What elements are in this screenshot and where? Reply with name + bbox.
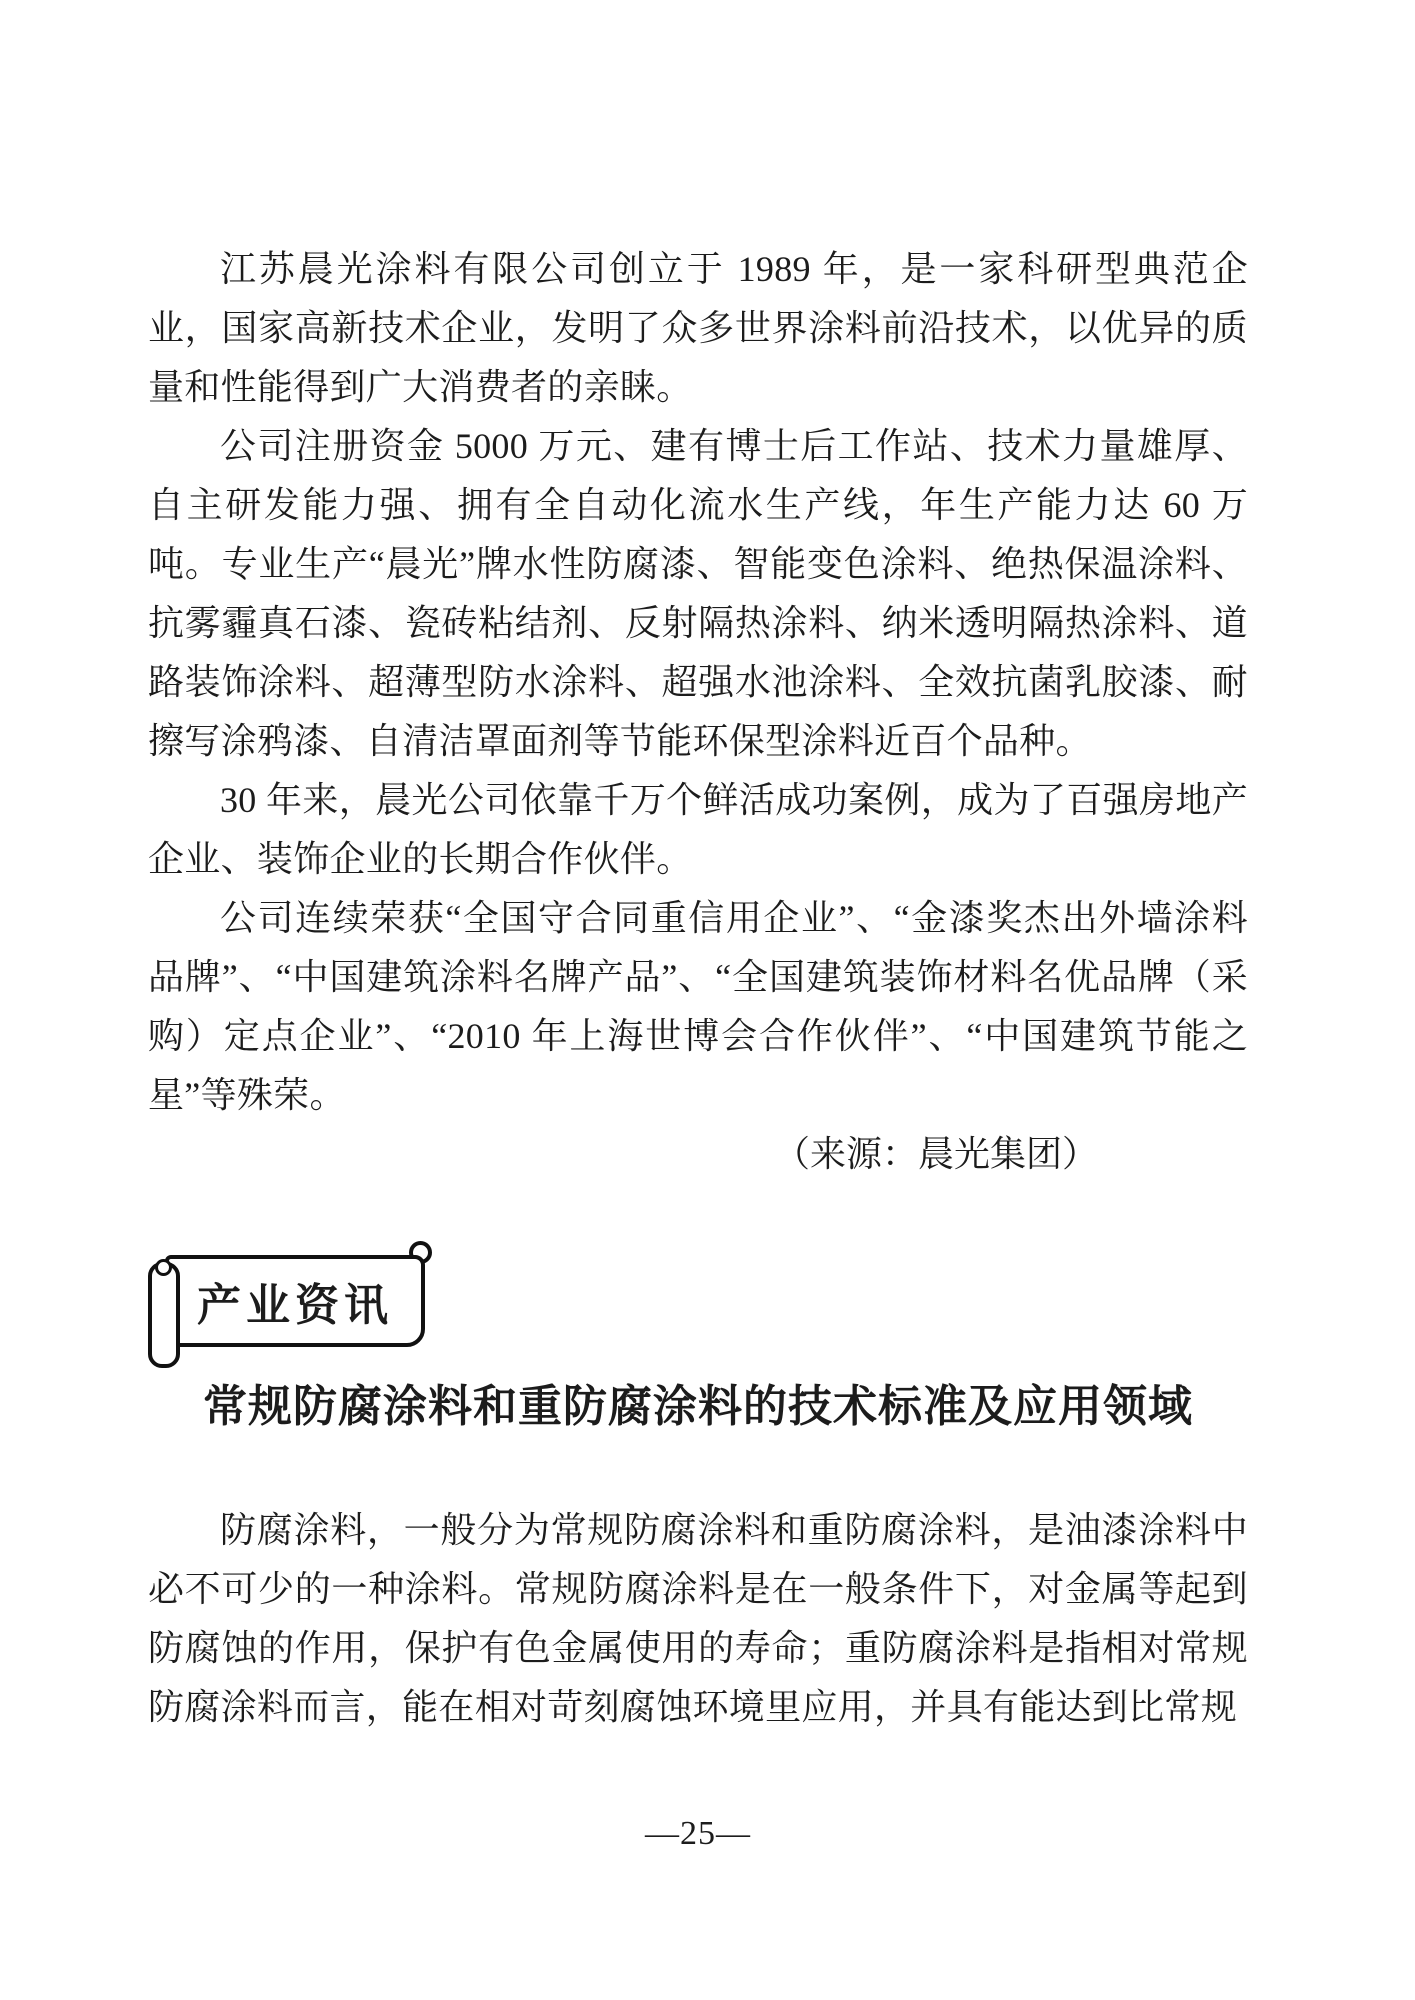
paragraph: 江苏晨光涂料有限公司创立于 1989 年，是一家科研型典范企业，国家高新技术企业，发明了众多世界涂料前沿技术，以优异的质量和性能得到广大消费者的亲睐。	[148, 249, 1248, 407]
anticorrosive-coatings-article	[148, 1501, 1248, 1737]
scroll-banner-body	[165, 1255, 425, 1347]
paragraph: 防腐涂料，一般分为常规防腐涂料和重防腐涂料，是油漆涂料中必不可少的一种涂料。常规防腐涂料是在一般条件下，对金属等起到防腐蚀的作用，保护有色金属使用的寿命；重防腐涂料是指相对常规防腐涂料而言，能在相对苛刻腐蚀环境里应用，并具有能达到比常规	[148, 1510, 1248, 1727]
scroll-roll-icon	[148, 1262, 180, 1368]
page-number: —25—	[645, 1815, 751, 1852]
paragraph: 公司注册资金 5000 万元、建有博士后工作站、技术力量雄厚、自主研发能力强、拥有全自动化流水生产线，年生产能力达 60 万吨。专业生产“晨光”牌水性防腐漆、智能变色涂料、绝热保温涂料、抗雾霾真石漆、瓷砖粘结剂、反射隔热涂料、纳米透明隔热涂料、道路装饰涂料、超薄型防水涂料、超强水池涂料、全效抗菌乳胶漆、耐擦写涂鸦漆、自清洁罩面剂等节能环保型涂料近百个品种。	[148, 426, 1248, 761]
section-banner-scroll	[148, 1250, 440, 1350]
article-title: 常规防腐涂料和重防腐涂料的技术标准及应用领域	[203, 1382, 1193, 1431]
source-attribution: （来源：晨光集团）	[773, 1134, 1098, 1174]
company-profile-article	[148, 240, 1248, 1125]
section-banner-label: 产业资讯	[197, 1281, 393, 1330]
paragraph: 30 年来，晨光公司依靠千万个鲜活成功案例，成为了百强房地产企业、装饰企业的长期合作伙伴。	[148, 780, 1248, 879]
paragraph: 公司连续荣获“全国守合同重信用企业”、“金漆奖杰出外墙涂料品牌”、“中国建筑涂料名牌产品”、“全国建筑装饰材料名优品牌（采购）定点企业”、“2010 年上海世博会合作伙伴”、“中国建筑节能之星”等殊荣。	[148, 898, 1248, 1115]
